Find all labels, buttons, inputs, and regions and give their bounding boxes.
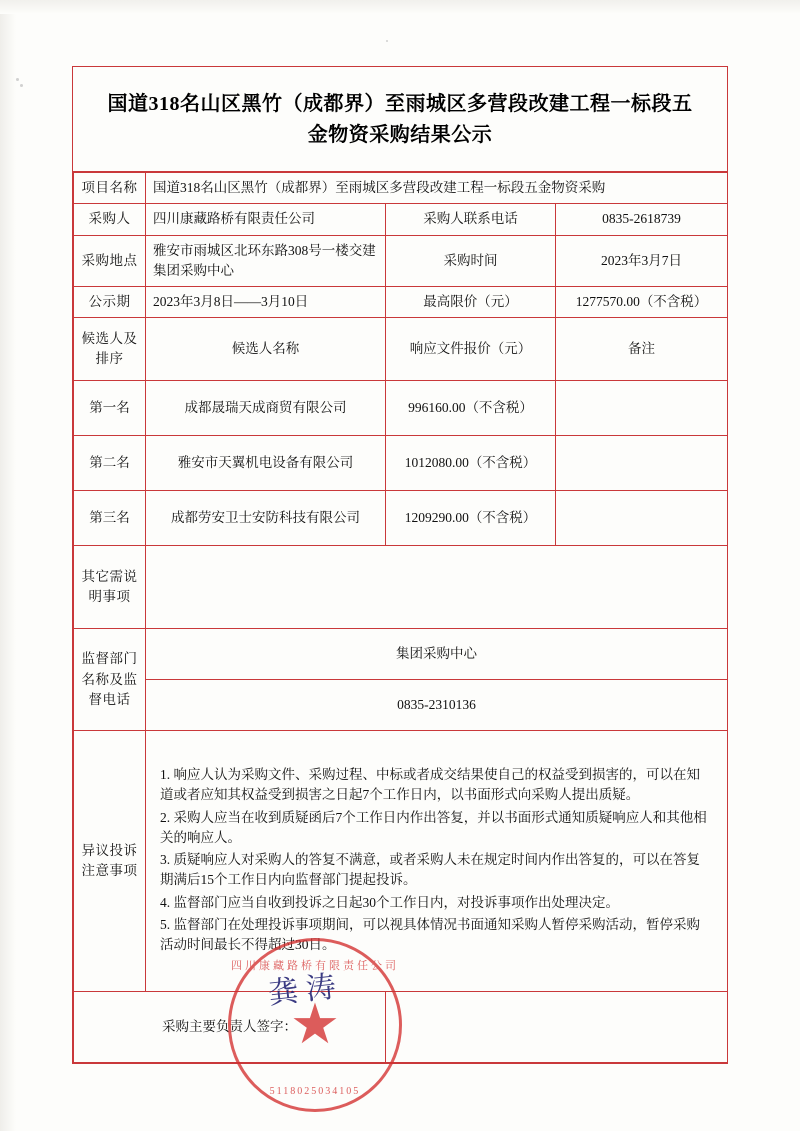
purchase-time-value: 2023年3月7日 <box>556 235 728 287</box>
signature-label: 采购主要负责人签字： <box>74 992 386 1063</box>
candidate-name: 成都晟瑞天成商贸有限公司 <box>146 381 386 436</box>
paper-edge-top <box>0 0 800 14</box>
table-row <box>74 381 728 436</box>
candidate-rank: 第三名 <box>74 491 146 546</box>
candidate-name: 雅安市天翼机电设备有限公司 <box>146 436 386 491</box>
candidate-rank: 第一名 <box>74 381 146 436</box>
table-row-purchaser <box>74 204 728 235</box>
publicity-period-label: 公示期 <box>74 287 146 318</box>
complaint-item: 1. 响应人认为采购文件、采购过程、中标或者成交结果使自己的权益受到损害的，可以在知道或者应知其权益受到损害之日起7个工作日内，以书面形式向采购人提出质疑。 <box>160 767 700 803</box>
supervision-phone: 0835-2310136 <box>146 680 728 731</box>
signature-area <box>386 992 728 1063</box>
candidate-remark <box>556 436 728 491</box>
candidates-quote-header: 响应文件报价（元） <box>386 318 556 381</box>
candidate-name: 成都劳安卫士安防科技有限公司 <box>146 491 386 546</box>
complaint-item: 4. 监督部门应当自收到投诉之日起30个工作日内，对投诉事项作出处理决定。 <box>160 894 619 910</box>
title-block <box>73 67 727 172</box>
paper-edge-left <box>0 0 16 1131</box>
scan-speck <box>16 78 19 81</box>
page-title: 国道318名山区黑竹（成都界）至雨城区多营段改建工程一标段五金物资采购结果公示 <box>107 93 693 146</box>
handwritten-signature: 龚 涛 <box>266 970 338 1011</box>
candidate-quote: 1012080.00（不含税） <box>386 436 556 491</box>
scan-speck <box>20 84 23 87</box>
star-icon: ★ <box>289 994 341 1056</box>
candidate-remark <box>556 381 728 436</box>
purchase-time-label: 采购时间 <box>386 235 556 287</box>
candidate-rank: 第二名 <box>74 436 146 491</box>
project-name-label: 项目名称 <box>74 173 146 204</box>
table-row-complaint <box>74 731 728 992</box>
max-price-label: 最高限价（元） <box>386 287 556 318</box>
purchaser-phone-label: 采购人联系电话 <box>386 204 556 235</box>
table-row-publicity-period <box>74 287 728 318</box>
candidate-remark <box>556 491 728 546</box>
complaint-label: 异议投诉注意事项 <box>74 731 146 992</box>
table-row-candidates-header <box>74 318 728 381</box>
publicity-period-value: 2023年3月8日——3月10日 <box>146 287 386 318</box>
table-row-project-name <box>74 173 728 204</box>
complaint-item: 5. 监督部门在处理投诉事项期间，可以视具体情况书面通知采购人暂停采购活动，暂停采购活动时间最长不得超过30日。 <box>160 916 700 953</box>
purchaser-label: 采购人 <box>74 204 146 235</box>
complaint-item: 3. 质疑响应人对采购人的答复不满意，或者采购人未在规定时间内作出答复的，可以在答复期满后15个工作日内向监督部门提起投诉。 <box>160 852 700 888</box>
purchaser-phone-value: 0835-2618739 <box>556 204 728 235</box>
table-row-other-notes <box>74 546 728 629</box>
other-notes-value <box>146 546 728 629</box>
public-notice-table <box>72 66 728 1064</box>
table-row-supervision-phone <box>74 680 728 731</box>
max-price-value: 1277570.00（不含税） <box>556 287 728 318</box>
supervision-label: 监督部门名称及监督电话 <box>74 629 146 731</box>
complaint-items <box>146 731 728 992</box>
table-row-purchase-place <box>74 235 728 287</box>
candidates-remark-header: 备注 <box>556 318 728 381</box>
complaint-item: 2. 采购人应当在收到质疑函后7个工作日内作出答复，并以书面形式通知质疑响应人和其他相关的响应人。 <box>160 809 707 845</box>
candidates-rank-header: 候选人及排序 <box>74 318 146 381</box>
project-name-value: 国道318名山区黑竹（成都界）至雨城区多营段改建工程一标段五金物资采购 <box>146 173 728 204</box>
details-table <box>73 172 728 1063</box>
candidate-quote: 1209290.00（不含税） <box>386 491 556 546</box>
purchase-place-value: 雅安市雨城区北环东路308号一楼交建集团采购中心 <box>146 235 386 287</box>
supervision-department: 集团采购中心 <box>146 629 728 680</box>
table-row <box>74 491 728 546</box>
table-row-signature <box>74 992 728 1063</box>
candidates-name-header: 候选人名称 <box>146 318 386 381</box>
table-row-supervision-department <box>74 629 728 680</box>
seal-bottom-text: 5118025034105 <box>269 1086 361 1097</box>
other-notes-label: 其它需说明事项 <box>74 546 146 629</box>
purchase-place-label: 采购地点 <box>74 235 146 287</box>
table-row <box>74 436 728 491</box>
page-title-wrap <box>73 67 727 171</box>
scan-speck <box>386 40 388 42</box>
seal-top-text: 四川康藏路桥有限责任公司 <box>231 960 399 972</box>
purchaser-value: 四川康藏路桥有限责任公司 <box>146 204 386 235</box>
candidate-quote: 996160.00（不含税） <box>386 381 556 436</box>
